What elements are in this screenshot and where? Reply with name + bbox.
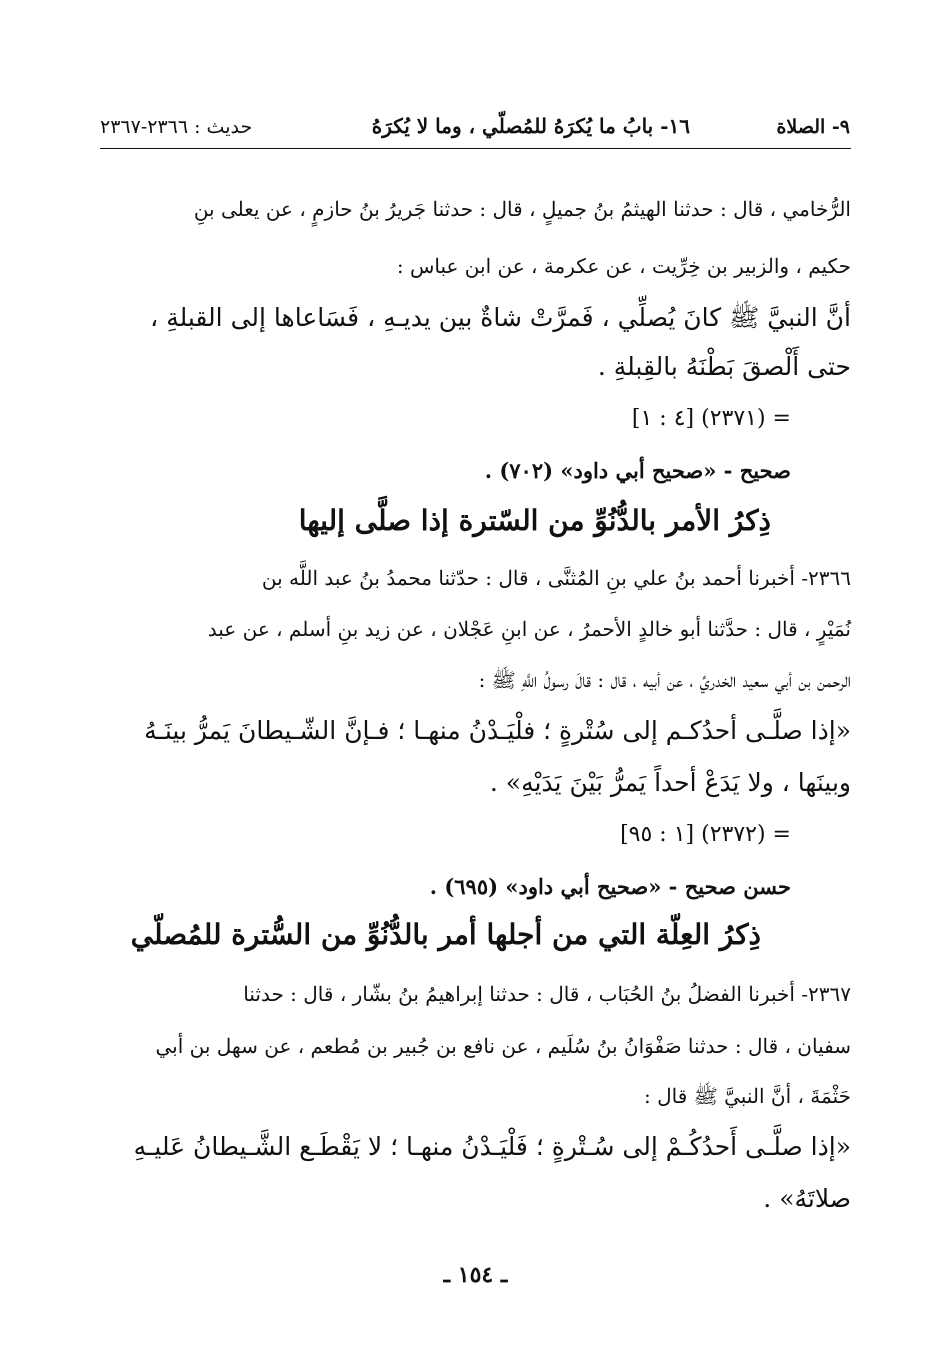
chapter-heading: ذِكرُ العِلّة التي من أجلها أمر بالدُّنُوِّ من السُّترة للمُصلّي xyxy=(130,918,761,951)
chapter-title: ٩- الصلاة xyxy=(776,116,850,138)
narration-line: ٢٣٦٧- أخبرنا الفضلُ بنُ الحُبَاب ، قال : حدثنا إبراهيمُ بنُ بشّار ، قال : حدثنا xyxy=(243,982,851,1006)
hadith-text-line: «إذا صلَّـى أحدُكـم إلى سُتْرةٍ ؛ فلْيَـدْنُ منهـا ؛ فـإنَّ الشّـيطانَ يَمرُّ بينَـهُ xyxy=(144,716,851,745)
narration-line: حكيم ، والزبير بن خِرِّيت ، عن عكرمة ، عن ابن عباس : xyxy=(396,254,851,278)
hadith-range: حديث : ٢٣٦٦-٢٣٦٧ xyxy=(100,116,253,138)
hadith-text-line: صلاتَهُ» . xyxy=(763,1184,851,1213)
narration-line: ٢٣٦٦- أخبرنا أحمد بنُ علي بنِ المُثنَّى ، قال : حدّثنا محمدُ بنُ عبد اللَّه بن xyxy=(261,566,851,590)
hadith-text-line: وبينَها ، ولا يَدَعْ أحداً يَمرُّ بَيْنَ يَدَيْهِ» . xyxy=(489,768,851,797)
narration-line: حَثْمَةَ ، أنَّ النبيَّ ﷺ قال : xyxy=(643,1084,851,1108)
hadith-text-line: «إذا صلَّـى أَحدُكُـمْ إلى سُـتْرةٍ ؛ فَلْيَـدْنُ منهـا ؛ لا يَقْطَـع الشَّـيطانُ عَليـهِ xyxy=(133,1132,851,1161)
hadith-text-line: حتى أَلْصقَ بَطْنَهُ بالقِبلةِ . xyxy=(597,352,851,381)
authenticity-grade: صحيح - «صحيح أبي داود» (٧٠٢) . xyxy=(484,458,791,483)
page-body xyxy=(100,0,851,1369)
authenticity-grade: حسن صحيح - «صحيح أبي داود» (٦٩٥) . xyxy=(429,874,791,899)
cross-reference: = (٢٣٧١) [٤ : ١] xyxy=(631,406,791,431)
page-number: ـ ١٥٤ ـ xyxy=(443,1262,508,1288)
hadith-text-line: أنَّ النبيَّ ﷺ كانَ يُصلِّي ، فَمرَّتْ شاةٌ بين يديـهِ ، فَسَاعاها إلى القبلةِ ، xyxy=(150,303,851,332)
narration-line: نُمَيْرٍ ، قال : حدَّثنا أبو خالدٍ الأحمرُ ، عن ابنِ عَجْلان ، عن زيد بنِ أسلم ، عن عبد xyxy=(207,617,851,641)
narration-line: الرُّخامي ، قال : حدثنا الهيثمُ بنُ جميلٍ ، قال : حدثنا جَريرُ بنُ حازمٍ ، عن يعلى بنِ xyxy=(193,197,851,221)
narration-line: الرحمن بن أبي سعيد الخدريِّ ، عن أبيه ، قال : قالَ رسولُ اللَّهِ ﷺ : xyxy=(478,668,851,692)
chapter-heading: ذِكرُ الأمر بالدُّنُوِّ من السّترة إذا صلَّى إليها xyxy=(298,504,771,537)
cross-reference: = (٢٣٧٢) [١ : ٩٥] xyxy=(620,822,791,847)
narration-line: سفيان ، قال : حدثنا صَفْوَانُ بنُ سُلَيم ، عن نافع بن جُبير بن مُطعم ، عن سهل بن أبي xyxy=(155,1034,851,1058)
section-title: ١٦- بابُ ما يُكرَهُ للمُصلّي ، وما لا يُكرَهُ xyxy=(371,114,690,138)
